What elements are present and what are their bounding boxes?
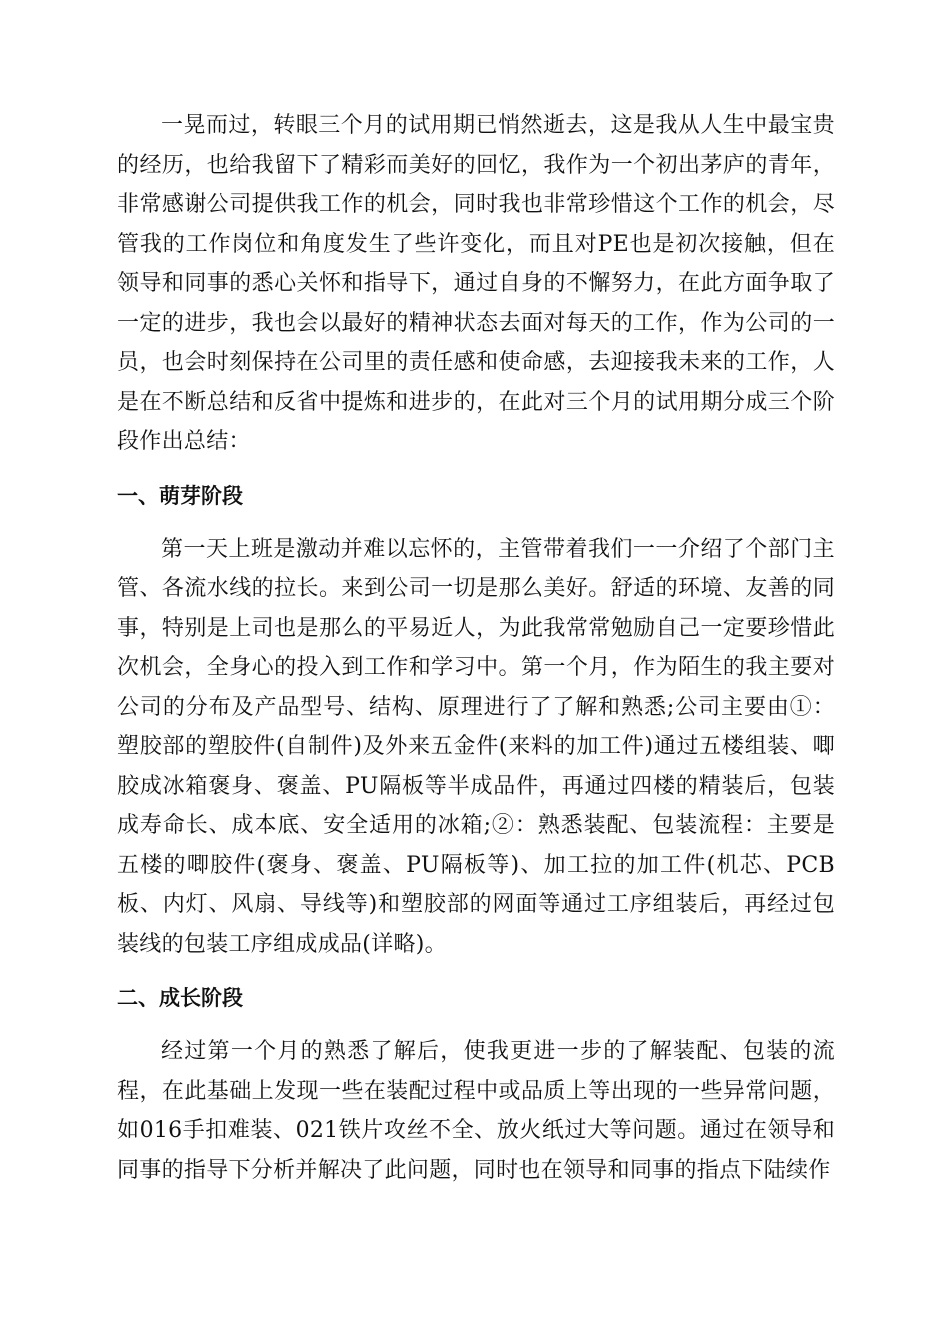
section-heading-stage-2: 二、成长阶段 [117, 986, 243, 1010]
stage-2-paragraph: 经过第一个月的熟悉了解后，使我更进一步的了解装配、包装的流程，在此基础上发现一些在装配过程中或品质上等出现的一些异常问题，如016手扣难装、021铁片攻丝不全、放火纸过大等问题。通过在领导和同事的指导下分析并解决了此问题，同时也在领导和同事的指点下陆续作 [117, 1039, 835, 1183]
stage-1-paragraph: 第一天上班是激动并难以忘怀的，主管带着我们一一介绍了个部门主管、各流水线的拉长。来到公司一切是那么美好。舒适的环境、友善的同事，特别是上司也是那么的平易近人，为此我常常勉励自己一定要珍惜此次机会，全身心的投入到工作和学习中。第一个月，作为陌生的我主要对公司的分布及产品型号、结构、原理进行了了解和熟悉;公司主要由①：塑胶部的塑胶件(自制件)及外来五金件(来料的加工件)通过五楼组装、唧胶成冰箱褒身、褒盖、PU隔板等半成品件，再通过四楼的精装后，包装成寿命长、成本底、安全适用的冰箱;②：熟悉装配、包装流程：主要是五楼的唧胶件(褒身、褒盖、PU隔板等)、加工拉的加工件(机芯、PCB板、内灯、风扇、导线等)和塑胶部的网面等通过工序组装后，再经过包装线的包装工序组成成品(详略)。 [117, 536, 835, 957]
document-page [117, 106, 835, 1190]
section-heading-stage-1: 一、萌芽阶段 [117, 483, 243, 508]
intro-paragraph: 一晃而过，转眼三个月的试用期已悄然逝去，这是我从人生中最宝贵的经历，也给我留下了精彩而美好的回忆，我作为一个初出茅庐的青年，非常感谢公司提供我工作的机会，同时我也非常珍惜这个工作的机会，尽管我的工作岗位和角度发生了些许变化，而且对PE也是初次接触，但在领导和同事的悉心关怀和指导下，通过自身的不懈努力，在此方面争取了一定的进步，我也会以最好的精神状态去面对每天的工作，作为公司的一员，也会时刻保持在公司里的责任感和使命感，去迎接我未来的工作，人是在不断总结和反省中提炼和进步的，在此对三个月的试用期分成三个阶段作出总结： [117, 113, 835, 454]
